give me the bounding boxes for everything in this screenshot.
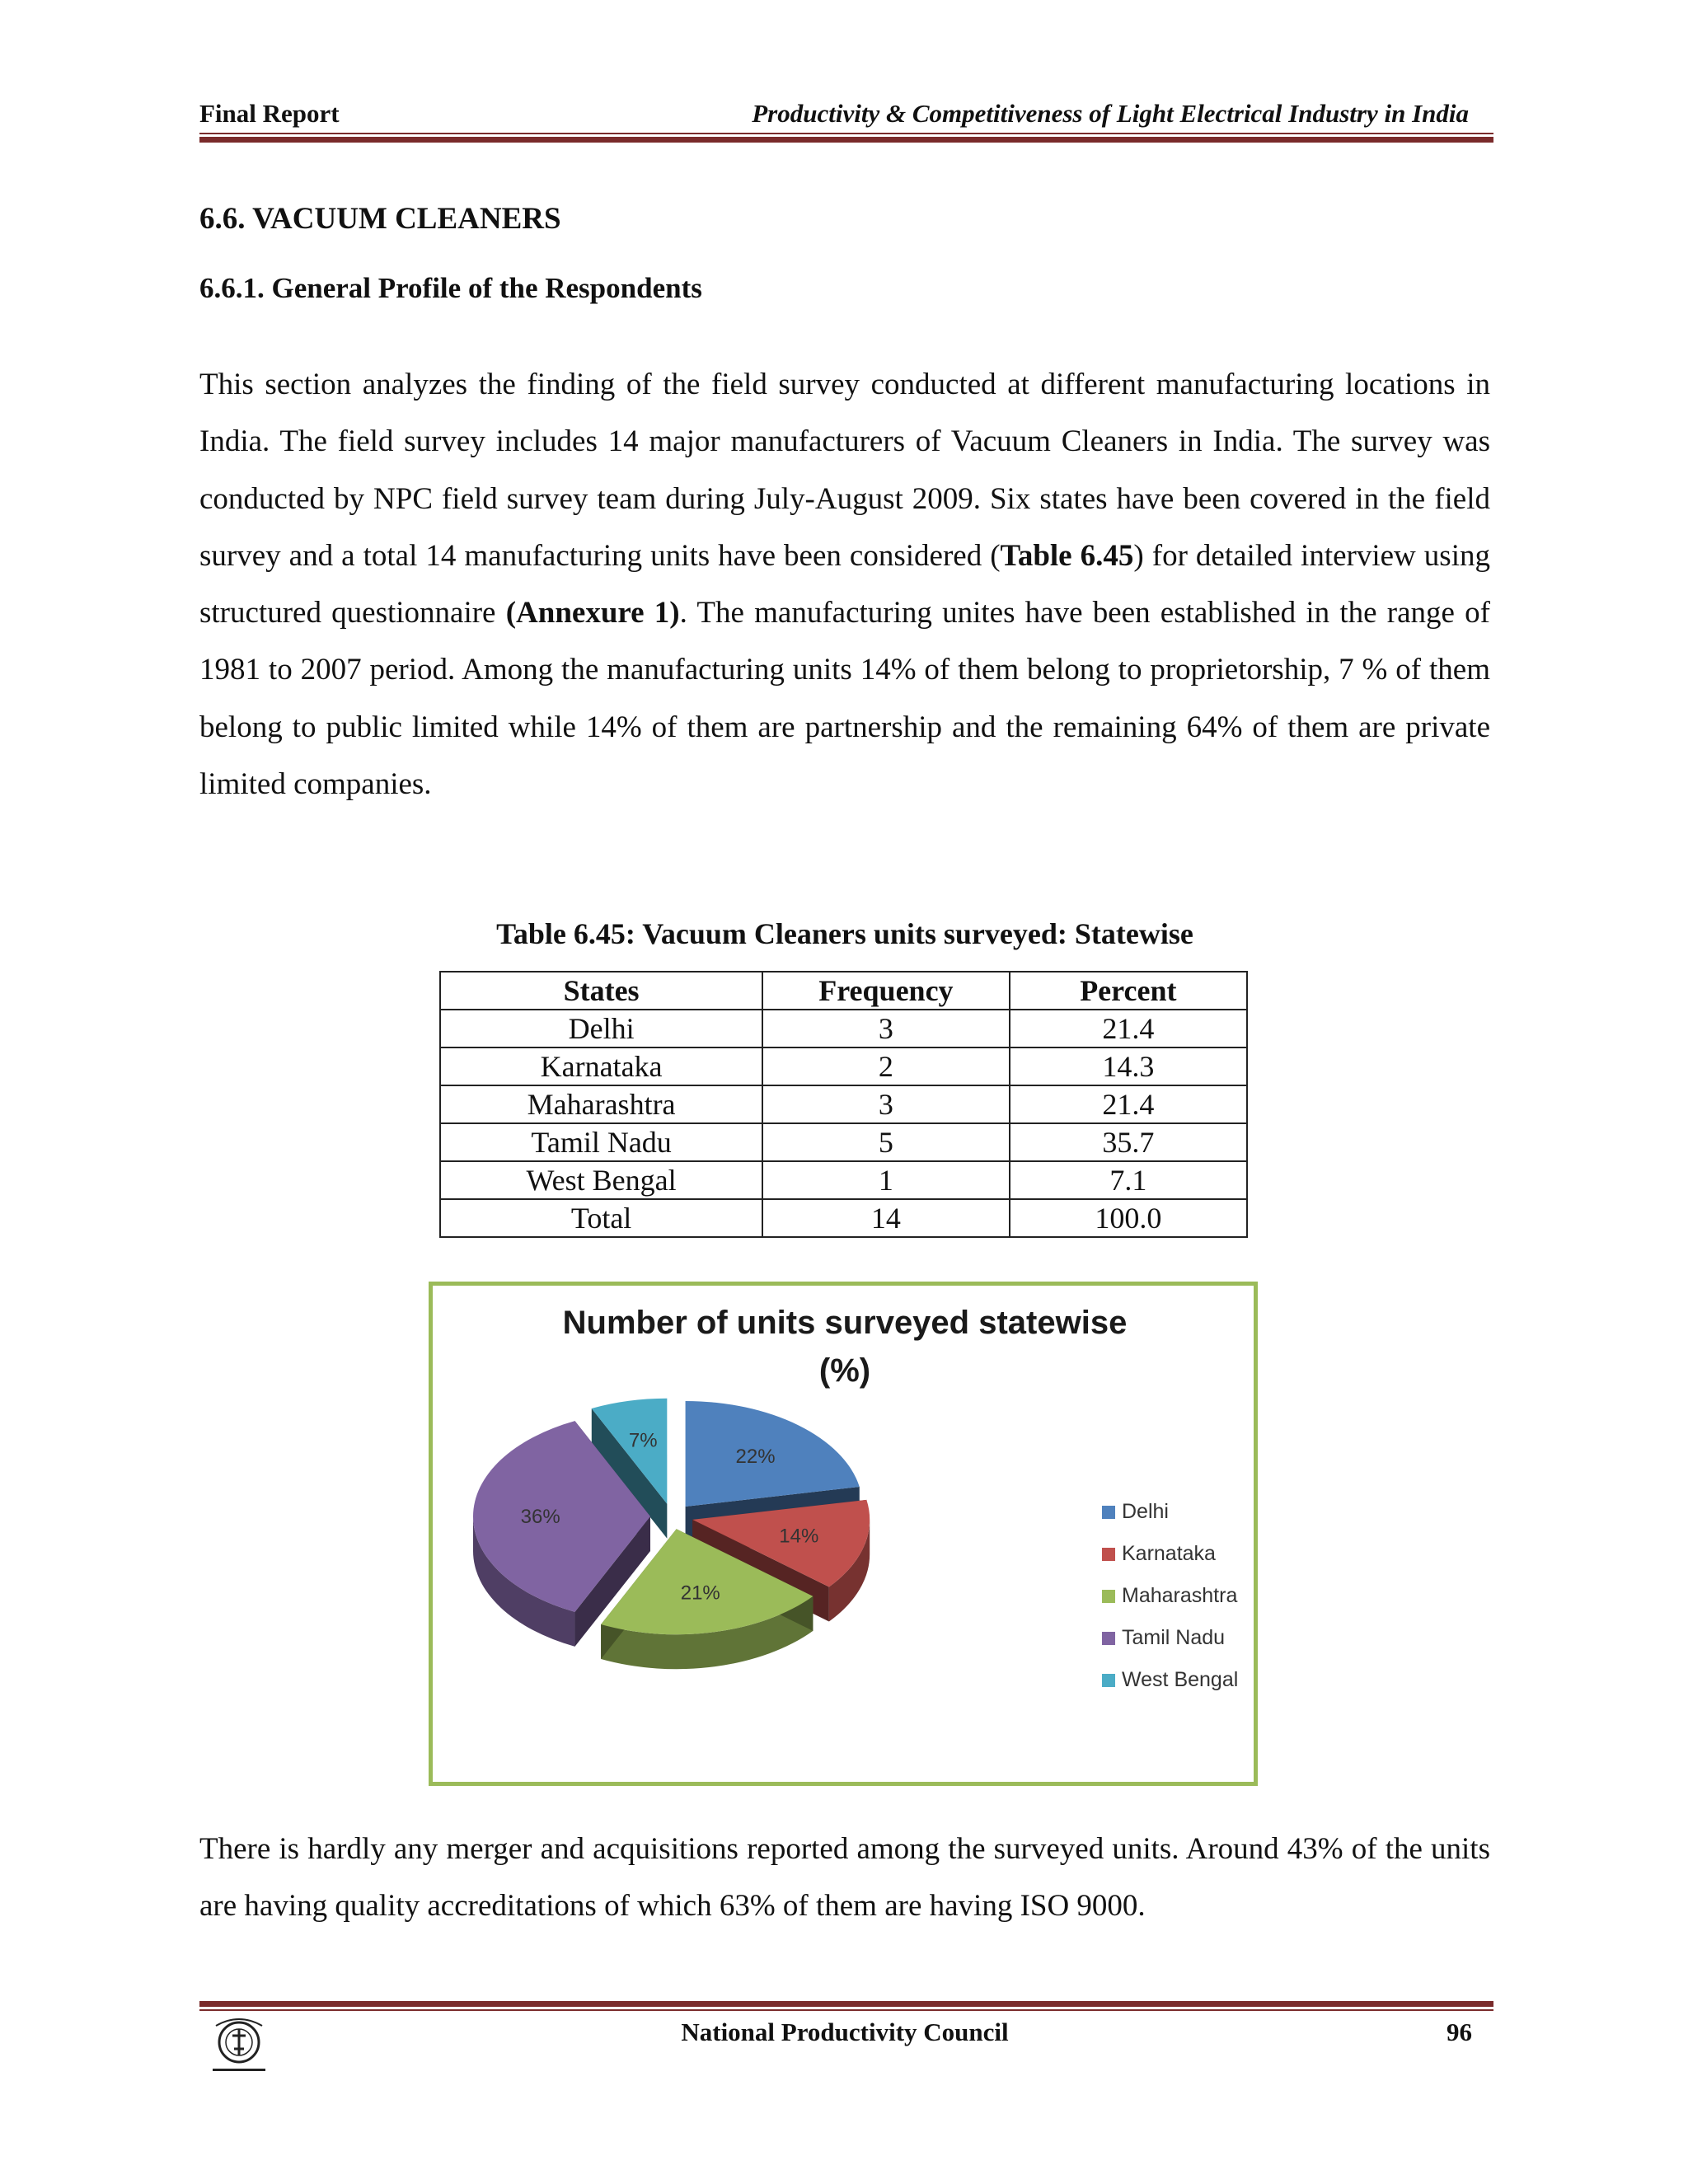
- legend-label: West Bengal: [1122, 1668, 1239, 1691]
- table-row-total: [440, 1199, 1247, 1237]
- closing-paragraph: There is hardly any merger and acquisitions reported among the surveyed units. Around 43% of the units are having quality accreditations of which 63% of them are having ISO 9000.: [199, 1832, 1490, 1924]
- table-row: [440, 1010, 1247, 1047]
- cell-state: Maharashtra: [440, 1085, 762, 1123]
- cell-percent: 7.1: [1010, 1161, 1247, 1199]
- cell-frequency: 5: [762, 1123, 1009, 1161]
- statewise-table: [439, 971, 1248, 1238]
- intro-paragraph: This section analyzes the finding of the field survey conducted at different manufacturing locations in India. The field survey includes 14 major manufacturers of Vacuum Cleaners in India. The survey was conducted by NPC field survey team during July-August 2009. Six states have been covered in the field survey and a total 14 manufacturing units have been considered (Table 6.45) for detailed interview using structured questionnaire (Annexure 1). The manufacturing unites have been established in the range of 1981 to 2007 period. Among the manufacturing units 14% of them belong to proprietorship, 7 % of them belong to public limited while 14% of them are partnership and the remaining 64% of them are private limited companies.: [199, 368, 1490, 802]
- legend-swatch: [1102, 1674, 1115, 1687]
- pie-chart-frame: [429, 1282, 1258, 1786]
- col-header-percent: Percent: [1010, 972, 1247, 1010]
- pie-data-label: 7%: [628, 1429, 658, 1452]
- cell-state: Delhi: [440, 1010, 762, 1047]
- cell-percent: 35.7: [1010, 1123, 1247, 1161]
- col-header-states: States: [440, 972, 762, 1010]
- pie-slices: [473, 1399, 870, 1669]
- legend-swatch: [1102, 1506, 1115, 1519]
- table-row: [440, 1123, 1247, 1161]
- pie-data-label: 14%: [779, 1525, 819, 1548]
- legend-swatch: [1102, 1590, 1115, 1603]
- table-caption: Table 6.45: Vacuum Cleaners units surveyed: Statewise: [496, 917, 1193, 950]
- cell-percent: 100.0: [1010, 1199, 1247, 1237]
- chart-title: Number of units surveyed statewise: [562, 1305, 1128, 1341]
- page-number: 96: [1447, 2018, 1472, 2046]
- header-left: Final Report: [199, 99, 340, 128]
- cell-state: West Bengal: [440, 1161, 762, 1199]
- cell-frequency: 2: [762, 1047, 1009, 1085]
- pie-data-label: 22%: [735, 1445, 776, 1468]
- cell-frequency: 3: [762, 1010, 1009, 1047]
- cell-percent: 21.4: [1010, 1085, 1247, 1123]
- legend-label: Tamil Nadu: [1122, 1626, 1226, 1649]
- cell-percent: 21.4: [1010, 1010, 1247, 1047]
- legend-label: Karnataka: [1122, 1542, 1216, 1565]
- table-row: [440, 1085, 1247, 1123]
- section-title: 6.6. VACUUM CLEANERS: [199, 202, 561, 236]
- table-row: [440, 1161, 1247, 1199]
- section-subtitle: 6.6.1. General Profile of the Respondents: [199, 272, 702, 304]
- pie-chart: [433, 1286, 1254, 1782]
- pie-data-label: 36%: [520, 1506, 560, 1528]
- col-header-frequency: Frequency: [762, 972, 1009, 1010]
- legend-label: Maharashtra: [1122, 1584, 1238, 1607]
- cell-frequency: 3: [762, 1085, 1009, 1123]
- chart-legend: [1102, 1500, 1238, 1691]
- table-row: [440, 1047, 1247, 1085]
- footer-rule-thin: [199, 2009, 1493, 2011]
- cell-state: Total: [440, 1199, 762, 1237]
- cell-percent: 14.3: [1010, 1047, 1247, 1085]
- cell-state: Karnataka: [440, 1047, 762, 1085]
- chart-title-line2: (%): [818, 1352, 871, 1389]
- header-rule-thin: [199, 133, 1493, 134]
- legend-swatch: [1102, 1632, 1115, 1645]
- cell-state: Tamil Nadu: [440, 1123, 762, 1161]
- footer-org: National Productivity Council: [681, 2018, 1009, 2046]
- table-header-row: [440, 972, 1247, 1010]
- cell-frequency: 14: [762, 1199, 1009, 1237]
- legend-label: Delhi: [1122, 1500, 1169, 1523]
- pie-data-label: 21%: [680, 1582, 720, 1605]
- header-rule-thick: [199, 137, 1493, 143]
- footer-rule-thick: [199, 2001, 1493, 2007]
- header-right: Productivity & Competitiveness of Light Electrical Industry in India: [752, 99, 1469, 128]
- cell-frequency: 1: [762, 1161, 1009, 1199]
- legend-swatch: [1102, 1548, 1115, 1561]
